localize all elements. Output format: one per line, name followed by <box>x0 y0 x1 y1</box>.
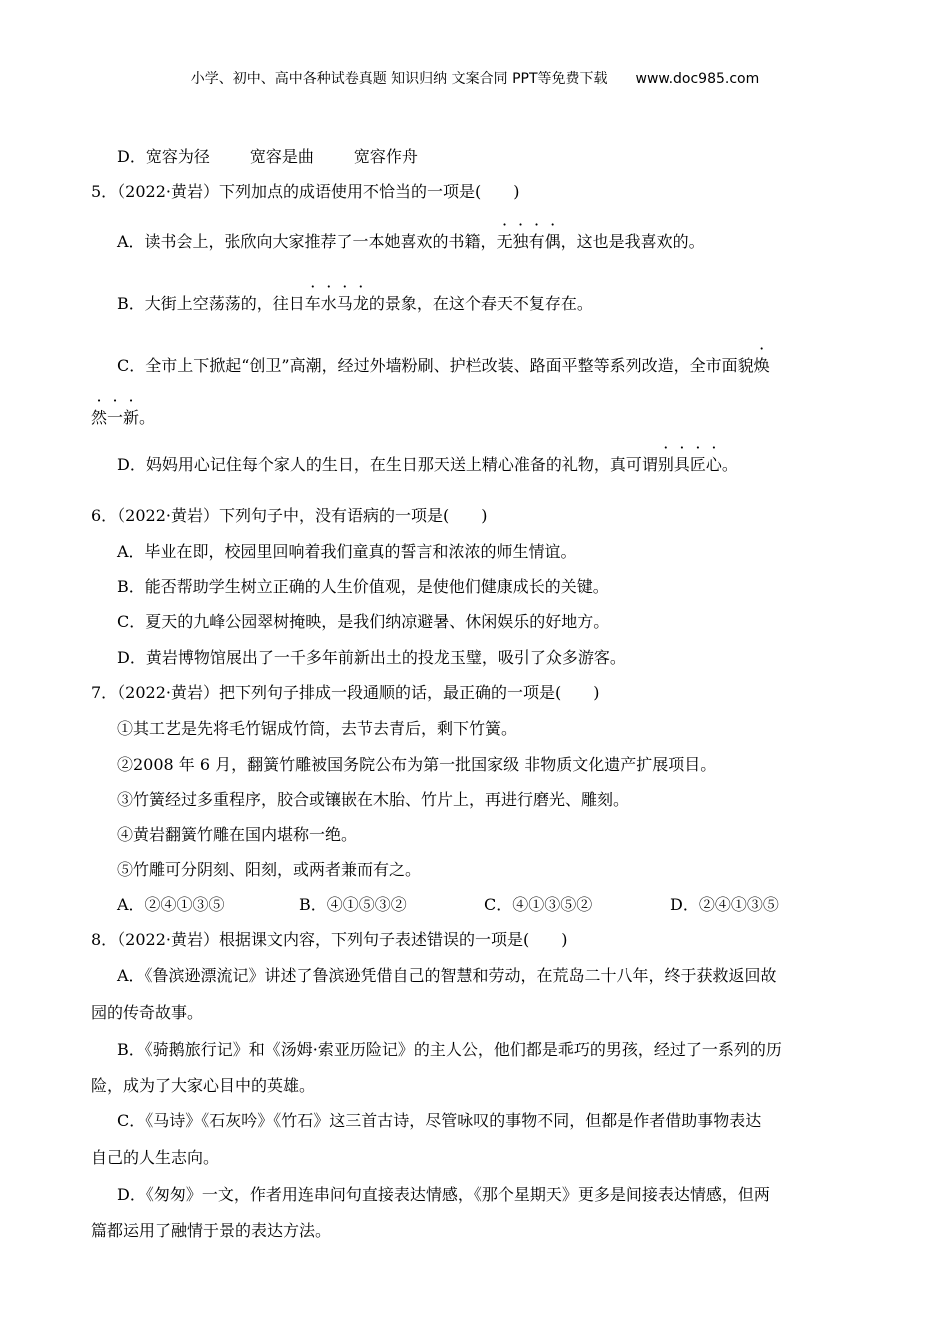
q7-sentence-5: ⑤竹雕可分阴刻、阳刻，或两者兼而有之。 <box>117 860 422 879</box>
q7-sentence-1: ①其工艺是先将毛竹锯成竹筒，去节去青后，剩下竹簧。 <box>117 719 518 738</box>
q6-option-b: B．能否帮助学生树立正确的人生价值观，是使他们健康成长的关键。 <box>117 577 609 596</box>
q5-b-pre: B．大街上空荡荡的，往日 <box>117 294 305 313</box>
q7-sentence-4: ④黄岩翻簧竹雕在国内堪称一绝。 <box>117 825 358 844</box>
q5-b-emph-3: 马 <box>336 294 353 313</box>
page-header <box>0 68 950 88</box>
q8-option-a-line2: 园的传奇故事。 <box>91 1003 204 1022</box>
q5-option-a <box>117 232 705 252</box>
q5-c-pre: C．全市上下掀起“创卫”高潮，经过外墙粉刷、护栏改装、路面平整等系列改造，全市面貌 <box>117 356 754 375</box>
q5-d-emph-3: 匠 <box>689 455 706 474</box>
q5-a-emph-2: 独 <box>512 232 529 251</box>
q6-stem: 6．（2022·黄岩）下列句子中，没有语病的一项是( ) <box>91 506 488 525</box>
q5-option-c-line2 <box>91 408 155 428</box>
q5-a-post: ，这也是我喜欢的。 <box>560 232 705 251</box>
q8-option-b-line1: B．《骑鹅旅行记》和《汤姆·索亚历险记》的主人公，他们都是乖巧的男孩，经过了一系列的历 <box>117 1040 782 1059</box>
q5-b-emph-1: 车 <box>304 294 321 313</box>
q8-option-c-line1: C．《马诗》《石灰吟》《竹石》这三首古诗，尽管咏叹的事物不同，但都是作者借助事物表达 <box>117 1111 762 1130</box>
q7-sentence-2: ②2008 年 6 月，翻簧竹雕被国务院公布为第一批国家级 非物质文化遗产扩展项目。 <box>117 755 717 774</box>
q7-option-c: C．④①③⑤② <box>484 895 593 914</box>
q5-b-post: 的景象，在这个春天不复存在。 <box>368 294 593 313</box>
q5-option-d <box>117 455 738 475</box>
q5-a-emph-4: 偶 <box>544 232 561 251</box>
header-text: 小学、初中、高中各种试卷真题 知识归纳 文案合同 PPT等免费下载 <box>190 71 608 87</box>
q5-b-emph-4: 龙 <box>352 294 369 313</box>
q4-option-d-part3: 宽容作舟 <box>353 147 418 166</box>
q7-option-a: A．②④①③⑤ <box>117 895 225 914</box>
header-site-link[interactable]: www.doc985.com <box>635 71 760 87</box>
q6-option-c: C．夏天的九峰公园翠树掩映，是我们纳凉避暑、休闲娱乐的好地方。 <box>117 612 610 631</box>
q5-a-emph-3: 有 <box>528 232 545 251</box>
q5-a-emph-1: 无 <box>496 232 513 251</box>
q8-option-a-line1: A．《鲁滨逊漂流记》讲述了鲁滨逊凭借自己的智慧和劳动，在荒岛二十八年，终于获救返回故 <box>117 966 777 985</box>
q5-b-emph-2: 水 <box>320 294 337 313</box>
q7-option-b: B．④①⑤③② <box>299 895 407 914</box>
q5-c-post: 。 <box>139 408 156 427</box>
q5-d-post: 。 <box>721 455 738 474</box>
q8-option-c-line2: 自己的人生志向。 <box>91 1148 220 1167</box>
q7-sentence-3: ③竹簧经过多重程序，胶合或镶嵌在木胎、竹片上，再进行磨光、雕刻。 <box>117 790 630 809</box>
q7-option-d: D．②④①③⑤ <box>670 895 779 914</box>
q5-c-emph-3: 一 <box>107 408 124 427</box>
q8-stem: 8．（2022·黄岩）根据课文内容，下列句子表述错误的一项是( ) <box>91 930 568 949</box>
q4-option-d-part1: 宽容为径 <box>145 147 210 166</box>
q5-d-emph-1: 别 <box>657 455 674 474</box>
q5-option-c-line1 <box>117 356 770 376</box>
q5-a-pre: A．读书会上，张欣向大家推荐了一本她喜欢的书籍， <box>117 232 497 251</box>
q4-option-d-label: D． <box>117 147 146 166</box>
q5-c-emph-4: 新 <box>123 408 140 427</box>
q6-option-a: A．毕业在即，校园里回响着我们童真的誓言和浓浓的师生情谊。 <box>117 542 577 561</box>
q6-option-d: D．黄岩博物馆展出了一千多年前新出土的投龙玉璧，吸引了众多游客。 <box>117 648 626 667</box>
q5-c-emph-1: 焕 <box>753 356 770 375</box>
q4-option-d-part2: 宽容是曲 <box>249 147 314 166</box>
q4-option-d <box>117 147 418 167</box>
q5-option-b <box>117 294 593 314</box>
q5-stem: 5．（2022·黄岩）下列加点的成语使用不恰当的一项是( ) <box>91 182 520 201</box>
q5-c-emph-2: 然 <box>91 408 108 427</box>
q5-d-pre: D．妈妈用心记住每个家人的生日，在生日那天送上精心准备的礼物，真可谓 <box>117 455 658 474</box>
q5-d-emph-2: 具 <box>673 455 690 474</box>
q8-option-b-line2: 险，成为了大家心目中的英雄。 <box>91 1076 316 1095</box>
q7-stem: 7．（2022·黄岩）把下列句子排成一段通顺的话，最正确的一项是( ) <box>91 683 600 702</box>
q8-option-d-line2: 篇都运用了融情于景的表达方法。 <box>91 1221 332 1240</box>
q8-option-d-line1: D．《匆匆》一文，作者用连串问句直接表达情感，《那个星期天》更多是间接表达情感，但两 <box>117 1185 770 1204</box>
q5-d-emph-4: 心 <box>705 455 722 474</box>
